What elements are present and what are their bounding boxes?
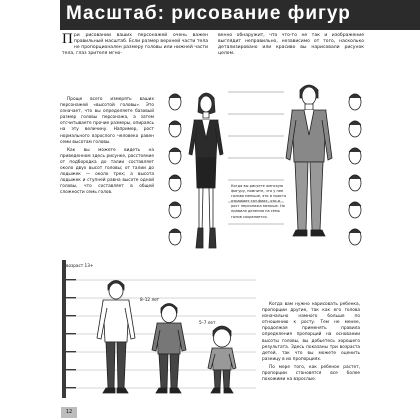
left-paragraph-2: Как вы можете видеть на приведенном здесь рисунке, расстояние от подбородка до талии составляет около двух высот головы; от талии до лодыжек — около трех; а высота лодыжек и ступней равна высоте одной головы, что составляет в общей сложности семь голов. — [60, 147, 154, 196]
children-measurement-grid — [62, 260, 256, 398]
figure-caption: Когда вы рисуете женскую фигуру, помните, что у нее голова меньше, это и просто отражает тот факт, что и рост персонажа меньше. Но правило деления на семь голов сохраняется. — [231, 184, 287, 219]
age-label-13: возраст 13+ — [66, 263, 94, 268]
right-body-column — [262, 302, 360, 385]
left-paragraph-1: Проще всего измерять ваших персонажей «высотой головы». Это означает, что вы определяете базовый размер головы персонажа, а затем отсчитываете прочие размеры, опираясь на эту величину. Например, рост нормального взрослого человека равен семи высотам головы. — [60, 97, 155, 145]
left-body-column — [60, 97, 154, 199]
drop-cap: П — [62, 31, 73, 47]
head-study-right — [340, 90, 370, 250]
intro-left-column — [62, 33, 208, 57]
title-bar — [60, 0, 420, 30]
intro-right-column — [218, 33, 364, 57]
age-label-8-12: 8–12 лет — [140, 297, 160, 302]
right-paragraph-1: Когда вам нужно нарисовать ребенка, пропорции другие, так как его голова изначально намного больше по отношению к росту. Тем не менее, продолжая применять правила определения пропорций на основании высоты головы, вы добьетесь хорошего результата. Здесь показаны три возраста детей, так что вы можете оценить разницу в их пропорциях. — [262, 302, 360, 362]
page-number: 12 — [61, 407, 77, 418]
female-figure-drawing — [186, 88, 226, 258]
age-label-5-7: 5–7 лет — [199, 320, 216, 325]
intro-right-text: венно обнаружит, что что-то не так и изображение выглядит неправильно, независимо от того, насколько детализировано или красиво вы нарисовали рисунок целом. — [218, 33, 364, 57]
right-paragraph-2: По мере того, как ребенок растет, пропорции становятся все более похожими на взрослые. — [262, 364, 360, 383]
page-title: Масштаб: рисование фигур — [66, 3, 351, 24]
measurement-guide — [228, 92, 284, 252]
male-figure-drawing — [280, 80, 338, 250]
intro-left-text: ри рисовании ваших персонажей очень важен правильный масштаб. Если размер верхней части тела не пропорционален размеру головы или нижней части тела, глаз зрителя мгно- — [62, 33, 208, 57]
